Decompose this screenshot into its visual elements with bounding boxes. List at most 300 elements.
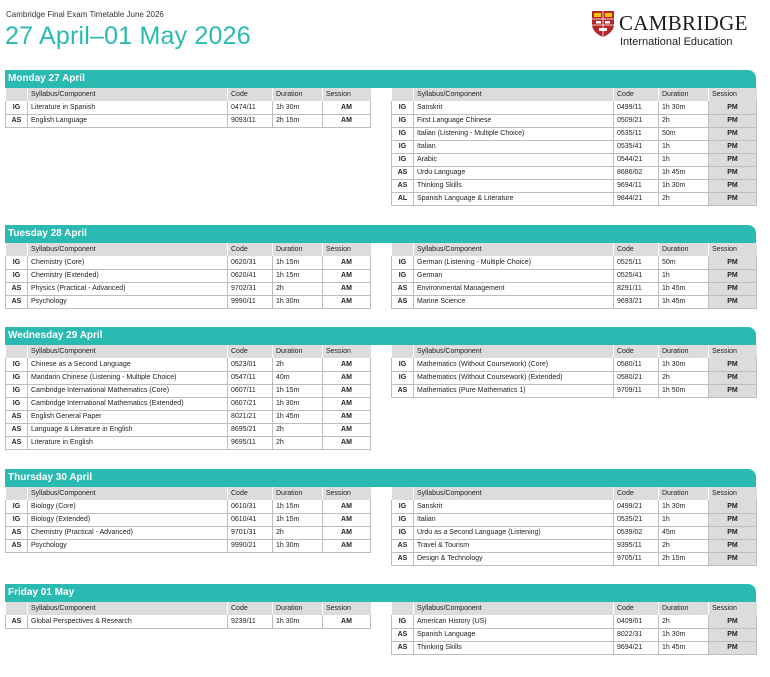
table-row [6,436,371,449]
table-row [392,153,757,166]
table-row [392,166,757,179]
table-row [392,282,757,295]
table-header-row [6,243,371,256]
syllabus-component: Cambridge International Mathematics (Extended) [28,397,228,410]
table-header-row [392,345,757,358]
exam-session: PM [709,552,757,565]
exam-duration: 1h 15m [273,269,323,282]
column-header: Session [709,487,757,500]
exam-duration: 1h [659,269,709,282]
column-header: Code [228,88,273,101]
exam-duration: 2h [273,282,323,295]
syllabus-component: Psychology [28,295,228,308]
table-header-row [6,487,371,500]
syllabus-component: Travel & Tourism [414,539,614,552]
exam-duration: 1h [659,513,709,526]
column-header: Syllabus/Component [28,88,228,101]
exam-session: AM [323,282,371,295]
syllabus-code: 0535/11 [614,127,659,140]
column-header: Code [228,487,273,500]
column-header: Syllabus/Component [414,487,614,500]
syllabus-component: English Language [28,114,228,127]
morning-table [5,88,371,128]
level-badge: AS [6,423,28,436]
column-header: Session [323,88,371,101]
day-heading: Monday 27 April [5,70,756,88]
syllabus-code: 9239/11 [228,615,273,628]
table-row [392,269,757,282]
exam-duration: 1h 30m [273,615,323,628]
level-badge: AL [392,192,414,205]
crest-shield-icon [591,10,615,38]
exam-session: AM [323,371,371,384]
level-badge: IG [6,358,28,371]
exam-duration: 2h [273,423,323,436]
morning-table [5,487,371,553]
exam-duration: 1h 45m [659,282,709,295]
exam-session: AM [323,423,371,436]
exam-session: AM [323,256,371,269]
level-badge: AS [392,641,414,654]
syllabus-code: 9694/11 [614,179,659,192]
level-badge: IG [392,269,414,282]
syllabus-component: Urdu as a Second Language (Listening) [414,526,614,539]
exam-duration: 40m [273,371,323,384]
table-row [6,384,371,397]
afternoon-table [391,487,757,566]
exam-session: AM [323,269,371,282]
syllabus-component: German (Listening - Multiple Choice) [414,256,614,269]
day-heading: Tuesday 28 April [5,225,756,243]
syllabus-code: 9695/11 [228,436,273,449]
column-header: Code [228,345,273,358]
syllabus-code: 0525/11 [614,256,659,269]
syllabus-component: Biology (Extended) [28,513,228,526]
syllabus-component: Sanskrit [414,101,614,114]
column-header: Code [614,88,659,101]
table-row [392,127,757,140]
column-header: Code [614,345,659,358]
level-badge: IG [6,513,28,526]
page-header [0,0,770,70]
syllabus-code: 0607/21 [228,397,273,410]
table-row [392,384,757,397]
syllabus-code: 0580/11 [614,358,659,371]
table-row [392,615,757,628]
exam-session: PM [709,269,757,282]
exam-session: AM [323,526,371,539]
column-header: Session [323,243,371,256]
column-header: Syllabus/Component [414,602,614,615]
column-header: Duration [273,243,323,256]
syllabus-component: Thinking Skills [414,179,614,192]
table-row [6,423,371,436]
page-title: 27 April–01 May 2026 [5,22,251,50]
table-header-row [392,487,757,500]
exam-duration: 2h 15m [659,552,709,565]
syllabus-component: Global Perspectives & Research [28,615,228,628]
syllabus-code: 8021/21 [228,410,273,423]
table-row [6,282,371,295]
exam-duration: 1h 30m [659,101,709,114]
exam-duration: 2h [659,539,709,552]
exam-duration: 1h 30m [659,358,709,371]
exam-session: PM [709,358,757,371]
exam-duration: 1h 45m [659,641,709,654]
exam-session: PM [709,641,757,654]
afternoon-table [391,602,757,655]
level-badge: AS [392,539,414,552]
syllabus-component: Environmental Management [414,282,614,295]
afternoon-table [391,88,757,206]
exam-session: AM [323,114,371,127]
exam-session: PM [709,526,757,539]
syllabus-component: Chemistry (Practical - Advanced) [28,526,228,539]
column-header: Syllabus/Component [28,602,228,615]
level-badge: IG [392,513,414,526]
table-row [6,358,371,371]
syllabus-component: American History (US) [414,615,614,628]
column-header: Duration [659,243,709,256]
table-row [6,526,371,539]
exam-session: PM [709,384,757,397]
table-row [392,256,757,269]
column-header: Code [614,243,659,256]
syllabus-component: Psychology [28,539,228,552]
exam-session: AM [323,500,371,513]
column-header: Duration [659,602,709,615]
morning-table [5,602,371,629]
exam-session: AM [323,436,371,449]
syllabus-code: 9990/21 [228,539,273,552]
exam-duration: 45m [659,526,709,539]
exam-session: PM [709,179,757,192]
table-row [392,641,757,654]
day-heading: Wednesday 29 April [5,327,756,345]
column-header: Code [614,487,659,500]
table-row [392,552,757,565]
syllabus-code: 0580/21 [614,371,659,384]
exam-session: PM [709,192,757,205]
level-badge: IG [6,397,28,410]
table-header-row [392,88,757,101]
syllabus-component: First Language Chinese [414,114,614,127]
level-badge: IG [392,500,414,513]
column-header: Session [323,602,371,615]
table-row [392,114,757,127]
syllabus-component: Chinese as a Second Language [28,358,228,371]
exam-session: AM [323,384,371,397]
column-header: Session [709,345,757,358]
exam-session: PM [709,114,757,127]
column-header: Code [228,243,273,256]
column-header: Duration [659,88,709,101]
table-row [392,513,757,526]
table-row [392,192,757,205]
syllabus-code: 0525/41 [614,269,659,282]
exam-duration: 2h [659,192,709,205]
syllabus-code: 0547/11 [228,371,273,384]
table-row [392,628,757,641]
table-row [392,101,757,114]
column-header: Syllabus/Component [414,88,614,101]
exam-duration: 2h [659,114,709,127]
table-row [392,539,757,552]
column-header: Session [323,487,371,500]
syllabus-code: 0539/02 [614,526,659,539]
exam-session: PM [709,513,757,526]
column-header: Syllabus/Component [28,345,228,358]
syllabus-component: Chemistry (Extended) [28,269,228,282]
syllabus-component: Chemistry (Core) [28,256,228,269]
level-badge: AS [6,539,28,552]
syllabus-component: Literature in English [28,436,228,449]
column-header: Session [323,345,371,358]
syllabus-component: Mathematics (Without Coursework) (Core) [414,358,614,371]
logo-wordmark: CAMBRIDGE [619,11,748,35]
table-row [6,615,371,628]
column-header: Syllabus/Component [28,243,228,256]
syllabus-code: 9990/11 [228,295,273,308]
document-subtitle: Cambridge Final Exam Timetable June 2026 [6,10,164,19]
day-section-wednesday [5,327,756,455]
syllabus-component: Arabic [414,153,614,166]
level-badge: AS [392,295,414,308]
syllabus-code: 8022/31 [614,628,659,641]
syllabus-component: Sanskrit [414,500,614,513]
table-row [392,526,757,539]
syllabus-component: Mathematics (Without Coursework) (Extended) [414,371,614,384]
column-header: Duration [659,345,709,358]
exam-duration: 2h [273,358,323,371]
exam-session: AM [323,397,371,410]
exam-duration: 1h 45m [659,295,709,308]
syllabus-code: 8695/21 [228,423,273,436]
afternoon-table [391,345,757,398]
exam-duration: 50m [659,127,709,140]
exam-duration: 50m [659,256,709,269]
exam-session: PM [709,153,757,166]
syllabus-code: 0544/21 [614,153,659,166]
level-badge: IG [392,140,414,153]
table-row [6,101,371,114]
level-badge: IG [392,526,414,539]
table-row [6,371,371,384]
exam-session: AM [323,410,371,423]
exam-session: PM [709,101,757,114]
day-section-thursday [5,469,756,571]
exam-duration: 1h 30m [659,179,709,192]
syllabus-code: 9844/21 [614,192,659,205]
exam-duration: 2h 15m [273,114,323,127]
exam-session: AM [323,539,371,552]
syllabus-code: 0535/21 [614,513,659,526]
table-header-row [392,602,757,615]
syllabus-code: 8291/11 [614,282,659,295]
cambridge-logo [591,10,756,50]
exam-duration: 1h 45m [273,410,323,423]
table-row [392,140,757,153]
syllabus-code: 9701/31 [228,526,273,539]
exam-duration: 2h [659,371,709,384]
exam-duration: 1h 15m [273,256,323,269]
exam-duration: 1h 30m [273,539,323,552]
syllabus-component: Italian [414,140,614,153]
exam-session: PM [709,166,757,179]
exam-duration: 1h 15m [273,513,323,526]
table-row [6,539,371,552]
table-row [6,500,371,513]
level-badge: IG [6,101,28,114]
exam-session: PM [709,371,757,384]
syllabus-component: Cambridge International Mathematics (Core) [28,384,228,397]
syllabus-component: German [414,269,614,282]
syllabus-code: 0474/11 [228,101,273,114]
syllabus-code: 9395/11 [614,539,659,552]
syllabus-component: Urdu Language [414,166,614,179]
syllabus-code: 9702/31 [228,282,273,295]
day-section-friday [5,584,756,660]
exam-session: AM [323,615,371,628]
table-row [392,371,757,384]
column-header: Duration [659,487,709,500]
exam-duration: 1h 30m [273,397,323,410]
exam-duration: 2h [273,436,323,449]
afternoon-table [391,243,757,309]
morning-table [5,345,371,450]
syllabus-code: 0509/21 [614,114,659,127]
level-badge: IG [6,256,28,269]
level-badge: AS [392,282,414,295]
syllabus-component: English General Paper [28,410,228,423]
table-header-row [6,602,371,615]
exam-session: AM [323,295,371,308]
column-header: Syllabus/Component [414,345,614,358]
table-row [6,269,371,282]
exam-session: PM [709,256,757,269]
level-badge: IG [392,101,414,114]
syllabus-code: 0610/31 [228,500,273,513]
level-badge: IG [392,358,414,371]
exam-duration: 2h [659,615,709,628]
level-badge: IG [392,127,414,140]
table-header-row [392,243,757,256]
day-section-monday [5,70,756,210]
table-row [6,256,371,269]
level-badge: AS [392,628,414,641]
day-heading: Friday 01 May [5,584,756,602]
level-badge: IG [6,371,28,384]
exam-duration: 1h 45m [659,166,709,179]
level-badge: IG [392,114,414,127]
level-badge: AS [6,410,28,423]
table-row [392,358,757,371]
column-header: Code [614,602,659,615]
exam-session: PM [709,539,757,552]
column-header: Session [709,88,757,101]
level-badge: AS [6,114,28,127]
syllabus-code: 8686/02 [614,166,659,179]
exam-duration: 1h 15m [273,500,323,513]
level-badge: AS [392,384,414,397]
exam-duration: 1h 30m [273,101,323,114]
column-header: Syllabus/Component [28,487,228,500]
column-header: Duration [273,487,323,500]
exam-duration: 1h [659,140,709,153]
level-badge: AS [392,179,414,192]
level-badge: IG [392,256,414,269]
table-row [6,513,371,526]
exam-session: PM [709,282,757,295]
exam-session: PM [709,295,757,308]
syllabus-component: Biology (Core) [28,500,228,513]
day-heading: Thursday 30 April [5,469,756,487]
level-badge: AS [6,436,28,449]
syllabus-code: 0620/41 [228,269,273,282]
exam-duration: 1h 30m [273,295,323,308]
logo-subtext: International Education [620,36,733,48]
table-row [392,179,757,192]
syllabus-code: 9693/21 [614,295,659,308]
syllabus-component: Mandarin Chinese (Listening - Multiple Choice) [28,371,228,384]
syllabus-code: 0523/01 [228,358,273,371]
exam-session: PM [709,140,757,153]
exam-session: AM [323,513,371,526]
exam-duration: 1h 30m [659,500,709,513]
syllabus-code: 0499/21 [614,500,659,513]
syllabus-code: 9694/21 [614,641,659,654]
syllabus-component: Spanish Language [414,628,614,641]
syllabus-component: Design & Technology [414,552,614,565]
column-header: Session [709,243,757,256]
exam-duration: 2h [273,526,323,539]
syllabus-code: 0610/41 [228,513,273,526]
syllabus-code: 9709/11 [614,384,659,397]
level-badge: IG [392,615,414,628]
exam-session: PM [709,127,757,140]
syllabus-component: Mathematics (Pure Mathematics 1) [414,384,614,397]
syllabus-code: 0499/11 [614,101,659,114]
column-header: Session [709,602,757,615]
exam-duration: 1h 30m [659,628,709,641]
syllabus-code: 9705/11 [614,552,659,565]
column-header: Duration [273,345,323,358]
level-badge: IG [6,384,28,397]
column-header: Code [228,602,273,615]
exam-duration: 1h 15m [273,384,323,397]
exam-session: PM [709,500,757,513]
level-badge: AS [6,615,28,628]
day-section-tuesday [5,225,756,313]
morning-table [5,243,371,309]
table-row [6,397,371,410]
syllabus-component: Italian [414,513,614,526]
level-badge: IG [6,269,28,282]
exam-session: AM [323,101,371,114]
syllabus-component: Spanish Language & Literature [414,192,614,205]
level-badge: AS [6,295,28,308]
level-badge: AS [392,166,414,179]
syllabus-component: Thinking Skills [414,641,614,654]
syllabus-code: 9093/11 [228,114,273,127]
syllabus-code: 0620/31 [228,256,273,269]
column-header: Syllabus/Component [414,243,614,256]
column-header: Duration [273,602,323,615]
table-row [6,410,371,423]
table-row [392,500,757,513]
level-badge: IG [392,371,414,384]
table-header-row [6,345,371,358]
